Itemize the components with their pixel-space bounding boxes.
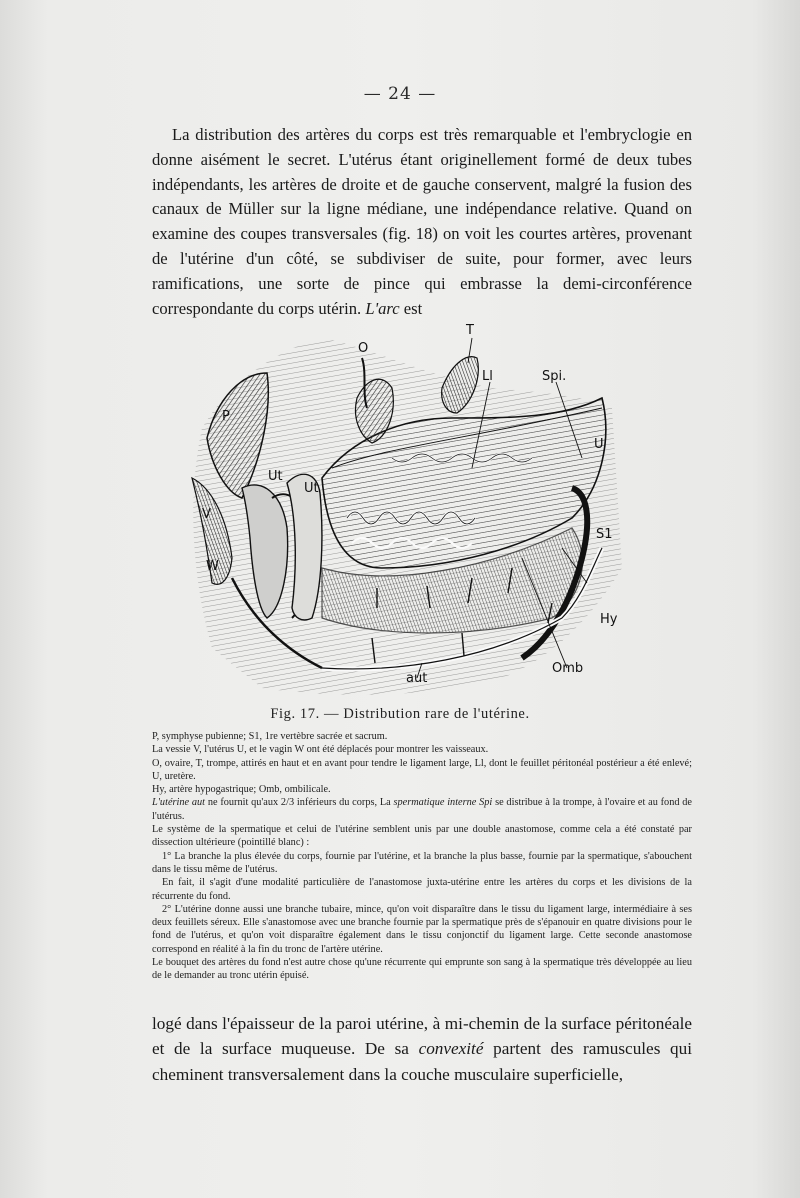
label-T: T <box>466 323 474 338</box>
label-Ll: Ll <box>482 369 493 384</box>
legend-line-8: En fait, il s'agit d'une modalité particulière de l'anastomose juxta-utérine entre les artères du corps et les divisions de la récurrente du fond. <box>152 877 692 902</box>
legend-line-1: P, symphyse pubienne; S1, 1re vertèbre sacrée et sacrum. <box>152 731 388 742</box>
figure-illustration <box>172 318 632 710</box>
legend-line-4: Hy, artère hypogastrique; Omb, ombilicale. <box>152 784 331 796</box>
label-S1: S1 <box>596 527 613 542</box>
label-Hy: Hy <box>600 612 618 627</box>
paragraph-bottom-italic: convexité <box>418 1039 484 1059</box>
legend-line-5-text-d: se distribue à la trompe, à l'ovaire et au fond de l'utérus. <box>152 797 693 822</box>
label-U: U <box>594 437 604 452</box>
paragraph-bottom-text <box>152 1011 692 1087</box>
figure-caption: Fig. 17. — Distribution rare de l'utérine. <box>270 706 530 722</box>
label-W: W <box>206 559 219 574</box>
legend-line-5-italic-a: L'utérine aut <box>152 797 206 809</box>
figure-legend <box>152 730 692 983</box>
page-number: — 24 — <box>363 84 437 104</box>
label-O: O <box>358 341 369 356</box>
paragraph-top-span-3: est <box>399 298 423 318</box>
paragraph-top <box>152 123 692 321</box>
anatomical-figure <box>172 318 632 710</box>
legend-line-5 <box>152 796 692 823</box>
label-Ut-2: Ut <box>304 481 319 496</box>
paragraph-bottom-span-1: logé dans l'épaisseur de la paroi utérine, à mi-chemin de la surface péritonéale et de la surface muqueuse. De sa <box>152 1014 692 1059</box>
paragraph-bottom <box>152 1011 692 1087</box>
label-V: V <box>202 507 211 522</box>
legend-line-7: 1° La branche la plus élevée du corps, fournie par l'utérine, et la branche la plus basse, fournie par la spermatique, s'abouchent dans le tissu même de l'utérus. <box>152 850 692 875</box>
legend-line-10: Le bouquet des artères du fond n'est autre chose qu'une récurrente qui emprunte son sang à la spermatique très développée au lieu de le demander au tronc utérin épuisé. <box>152 957 692 982</box>
paragraph-bottom-span-3: partent des ramuscules qui cheminent transversalement dans la couche musculaire superficielle, <box>152 1039 692 1084</box>
legend-line-3: O, ovaire, T, trompe, attirés en haut et en avant pour tendre le ligament large, Ll, dont le feuillet péritonéal postérieur a été enlevé; U, uretère. <box>152 757 692 782</box>
legend-line-2: La vessie V, l'utérus U, et le vagin W ont été déplacés pour montrer les vaisseaux. <box>152 744 489 756</box>
paragraph-top-text <box>152 123 692 321</box>
label-aut: aut <box>406 671 428 686</box>
legend-line-9: 2° L'utérine donne aussi une branche tubaire, mince, qu'on voit disparaître dans le tissu du ligament large, intermédiaire à ses deux feuillets séreux. Elle s'anastomose avec une branche fournie par la spermatique près de s'épanouir en quatre divisions pour le fond de l'utérus, et qu'on voit disparaître également dans le tissu conjonctif du ligament large. Cette seconde anastomose correspond en réalité à la fin du tronc de l'artère utérine. <box>152 903 692 955</box>
label-Spi: Spi. <box>542 369 567 384</box>
label-Ut-1: Ut <box>268 469 283 484</box>
legend-line-6: Le système de la spermatique et celui de l'utérine semblent unis par une double anastomose, comme cela a été constaté par dissection ultérieure (pointillé blanc) : <box>152 824 692 849</box>
paragraph-top-span-1: La distribution des artères du corps est très remarquable et l'embryclogie en donne aisément le secret. L'utérus étant originellement formé de deux tubes indépendants, les artères de droite et de gauche conservent, malgré la fusion des canaux de Müller sur la ligne médiane, une indépendance relative. Quand on examine des coupes transversales (fig. 18) on voit les courtes artères, provenant de l'utérine d'un côté, se subdiviser de suite, pour former, avec leurs ramifications, une sorte de pince qui embrasse la demi-circonférence correspondante du corps utérin. <box>152 125 692 318</box>
legend-line-5-text-b: ne fournit qu'aux 2/3 inférieurs du corps, La <box>205 797 394 809</box>
paragraph-top-italic: L'arc <box>365 298 400 318</box>
label-Omb: Omb <box>552 661 584 676</box>
legend-line-5-italic-c: spermatique interne Spi <box>393 797 493 809</box>
label-P: P <box>222 409 230 424</box>
